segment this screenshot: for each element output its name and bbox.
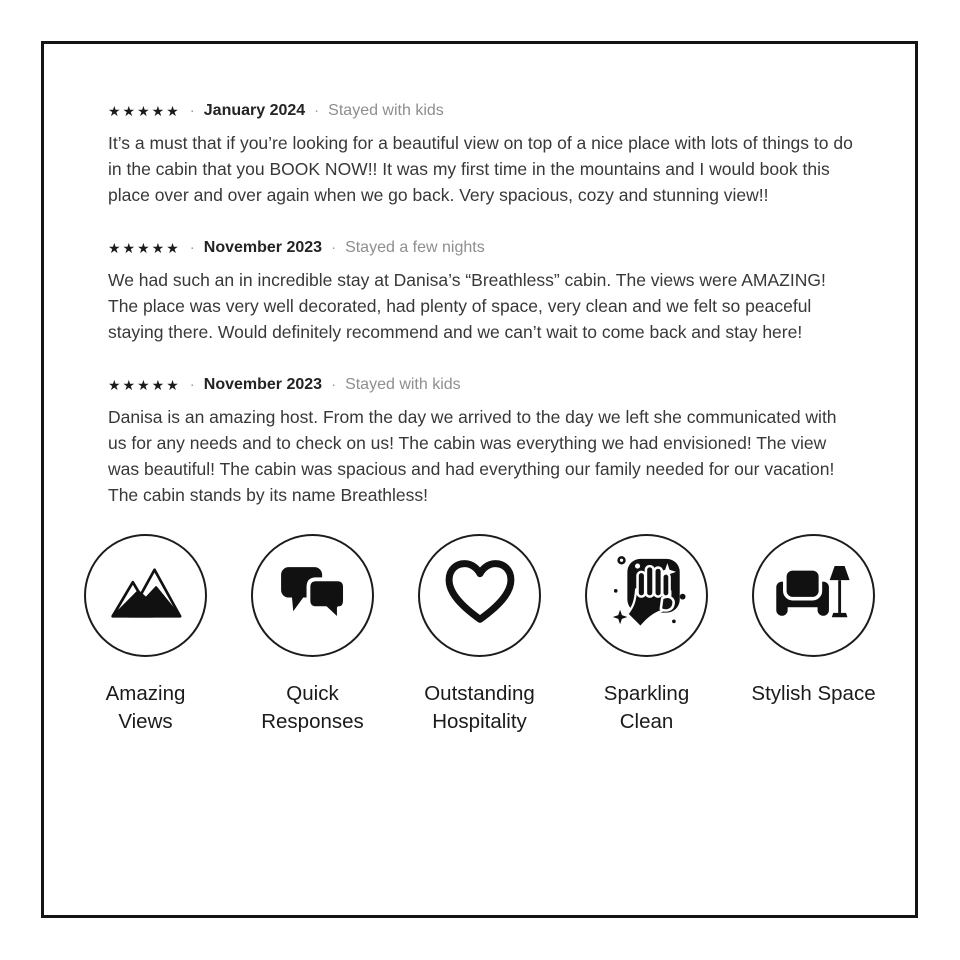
review-date: November 2023 [203,376,323,393]
reviews-card [41,41,918,918]
badge-circle [84,534,207,657]
highlight-outstanding-hospitality [396,534,563,736]
armchair-lamp-icon [772,560,856,631]
separator-dot: · [189,102,195,119]
review [108,238,855,345]
stay-context: Stayed a few nights [345,239,485,256]
highlight-quick-responses [229,534,396,736]
review [108,101,855,208]
chat-bubbles-icon [275,561,351,630]
heart-icon [441,559,519,632]
mountains-icon [107,562,185,629]
highlight-badges-row [44,534,915,736]
review-text: We had such an in incredible stay at Danisa’s “Breathless” cabin. The views were AMAZING! The place was very well decorated, had plenty of space, very clean and we felt so peaceful staying there. Would definitely recommend and we can’t wait to come back and stay here! [108,270,826,342]
sparkling-clean-icon [607,553,687,638]
highlight-label: Outstanding Hospitality [424,682,535,733]
highlight-stylish-space [730,534,897,736]
badge-circle [585,534,708,657]
review-header [108,238,855,258]
star-rating-icon: ★★★★★ [108,103,181,119]
stay-context: Stayed with kids [328,102,444,119]
highlight-label: Stylish Space [751,682,876,705]
separator-dot: · [189,239,195,256]
reviews-section [44,44,915,508]
review-text: It’s a must that if you’re looking for a beautiful view on top of a nice place with lots of things to do in the cabin that you BOOK NOW!! It was my first time in the mountains and I would book this place over and over again when we go back. Very spacious, cozy and stunning view!! [108,133,853,205]
review-date: January 2024 [203,102,306,119]
review-date: November 2023 [203,239,323,256]
separator-dot: · [189,376,195,393]
badge-circle [418,534,541,657]
highlight-label: Amazing Views [105,682,186,733]
review-header [108,101,855,121]
separator-dot: · [331,376,337,393]
star-rating-icon: ★★★★★ [108,240,181,256]
highlight-sparkling-clean [563,534,730,736]
separator-dot: · [331,239,337,256]
star-rating-icon: ★★★★★ [108,377,181,393]
review-header [108,375,855,395]
highlight-amazing-views [62,534,229,736]
highlight-label: Sparkling Clean [603,682,690,733]
stay-context: Stayed with kids [345,376,461,393]
badge-circle [752,534,875,657]
review-text: Danisa is an amazing host. From the day we arrived to the day we left she communicated with us for any needs and to check on us! The cabin was everything we had envisioned! The view was beautiful! The cabin was spacious and had everything our family needed for our vacation! The cabin stands by its name Breathless! [108,407,837,505]
highlight-label: Quick Responses [261,682,364,733]
separator-dot: · [314,102,320,119]
badge-circle [251,534,374,657]
review [108,375,855,508]
